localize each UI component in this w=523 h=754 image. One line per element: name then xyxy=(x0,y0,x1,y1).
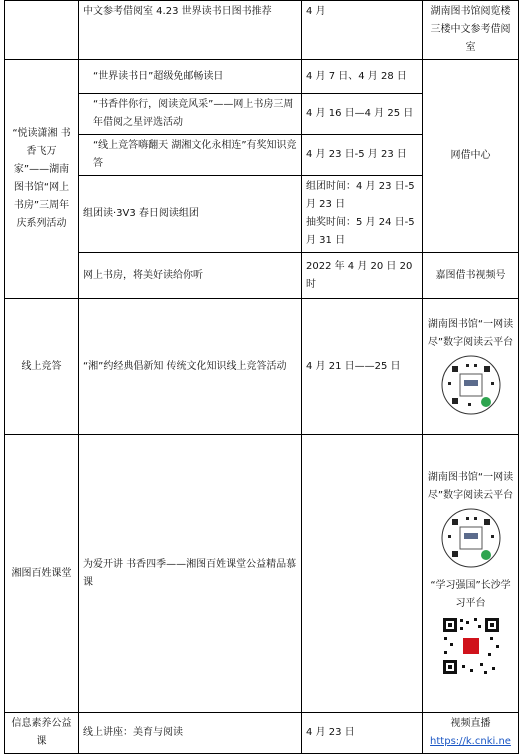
time-cell: 4 月 16 日—4 月 25 日 xyxy=(302,94,423,135)
table-row xyxy=(5,253,519,299)
time-cell: 4 月 23 日 xyxy=(302,713,423,754)
category-cell: 湘图百姓课堂 xyxy=(5,435,79,713)
time-cell: 组团时间：4 月 23 日-5 月 23 日 抽奖时间：5 月 24 日-5 月 31 日 xyxy=(302,176,423,253)
category-cell xyxy=(5,1,79,60)
content-cell: 网上书房，将美好读给你听 xyxy=(79,253,302,299)
time-cell: 4 月 xyxy=(302,1,423,60)
live-link[interactable]: https://k.cnki.ne xyxy=(430,736,511,747)
time-cell: 4 月 21 日——25 日 xyxy=(302,299,423,435)
category-cell: 线上竞答 xyxy=(5,299,79,435)
category-cell: “悦读潇湘 书香飞万家”——湖南图书馆“网上书房”三周年庆系列活动 xyxy=(5,60,79,299)
place-text: 湖南图书馆“一网读尽”数字阅读云平台 xyxy=(427,471,514,501)
place-cell xyxy=(423,435,519,713)
table-row xyxy=(5,1,519,60)
qr-code-icon xyxy=(440,507,502,569)
table-row xyxy=(5,435,519,713)
place-cell: 湖南图书馆阅览楼三楼中文参考借阅室 xyxy=(423,1,519,60)
table-row xyxy=(5,60,519,94)
qr-code-icon xyxy=(440,615,502,677)
content-cell: 线上讲座：美育与阅读 xyxy=(79,713,302,754)
qr-code-icon xyxy=(440,354,502,416)
time-cell: 2022 年 4 月 20 日 20 时 xyxy=(302,253,423,299)
place-cell: 网借中心 xyxy=(423,60,519,253)
category-cell: 信息素养公益课 xyxy=(5,713,79,754)
content-cell: 为爱开讲 书香四季——湘图百姓课堂公益精品慕课 xyxy=(79,435,302,713)
place-cell: 嘉图借书视频号 xyxy=(423,253,519,299)
table-row xyxy=(5,299,519,435)
time-cell: 4 月 7 日、4 月 28 日 xyxy=(302,60,423,94)
content-cell: 中文参考借阅室 4.23 世界读书日图书推荐 xyxy=(79,1,302,60)
time-cell xyxy=(302,435,423,713)
place-text: “学习强国”长沙学习平台 xyxy=(430,579,511,609)
place-text: 视频直播 xyxy=(450,718,491,729)
table-row xyxy=(5,713,519,754)
place-cell xyxy=(423,713,519,754)
content-cell: “书香伴你行，阅读竞风采”——网上书房三周年借阅之星评选活动 xyxy=(79,94,302,135)
time-cell: 4 月 23 日-5 月 23 日 xyxy=(302,135,423,176)
content-cell: “湘”约经典倡新知 传统文化知识线上竞答活动 xyxy=(79,299,302,435)
activity-table xyxy=(4,0,519,754)
content-cell: 组团读·3V3 春日阅读组团 xyxy=(79,176,302,253)
place-text: 湖南图书馆“一网读尽”数字阅读云平台 xyxy=(427,318,514,348)
place-cell xyxy=(423,299,519,435)
content-cell: “世界读书日”超级免邮畅读日 xyxy=(79,60,302,94)
content-cell: “线上竞答嗨翻天 湖湘文化永相连”有奖知识竞答 xyxy=(79,135,302,176)
